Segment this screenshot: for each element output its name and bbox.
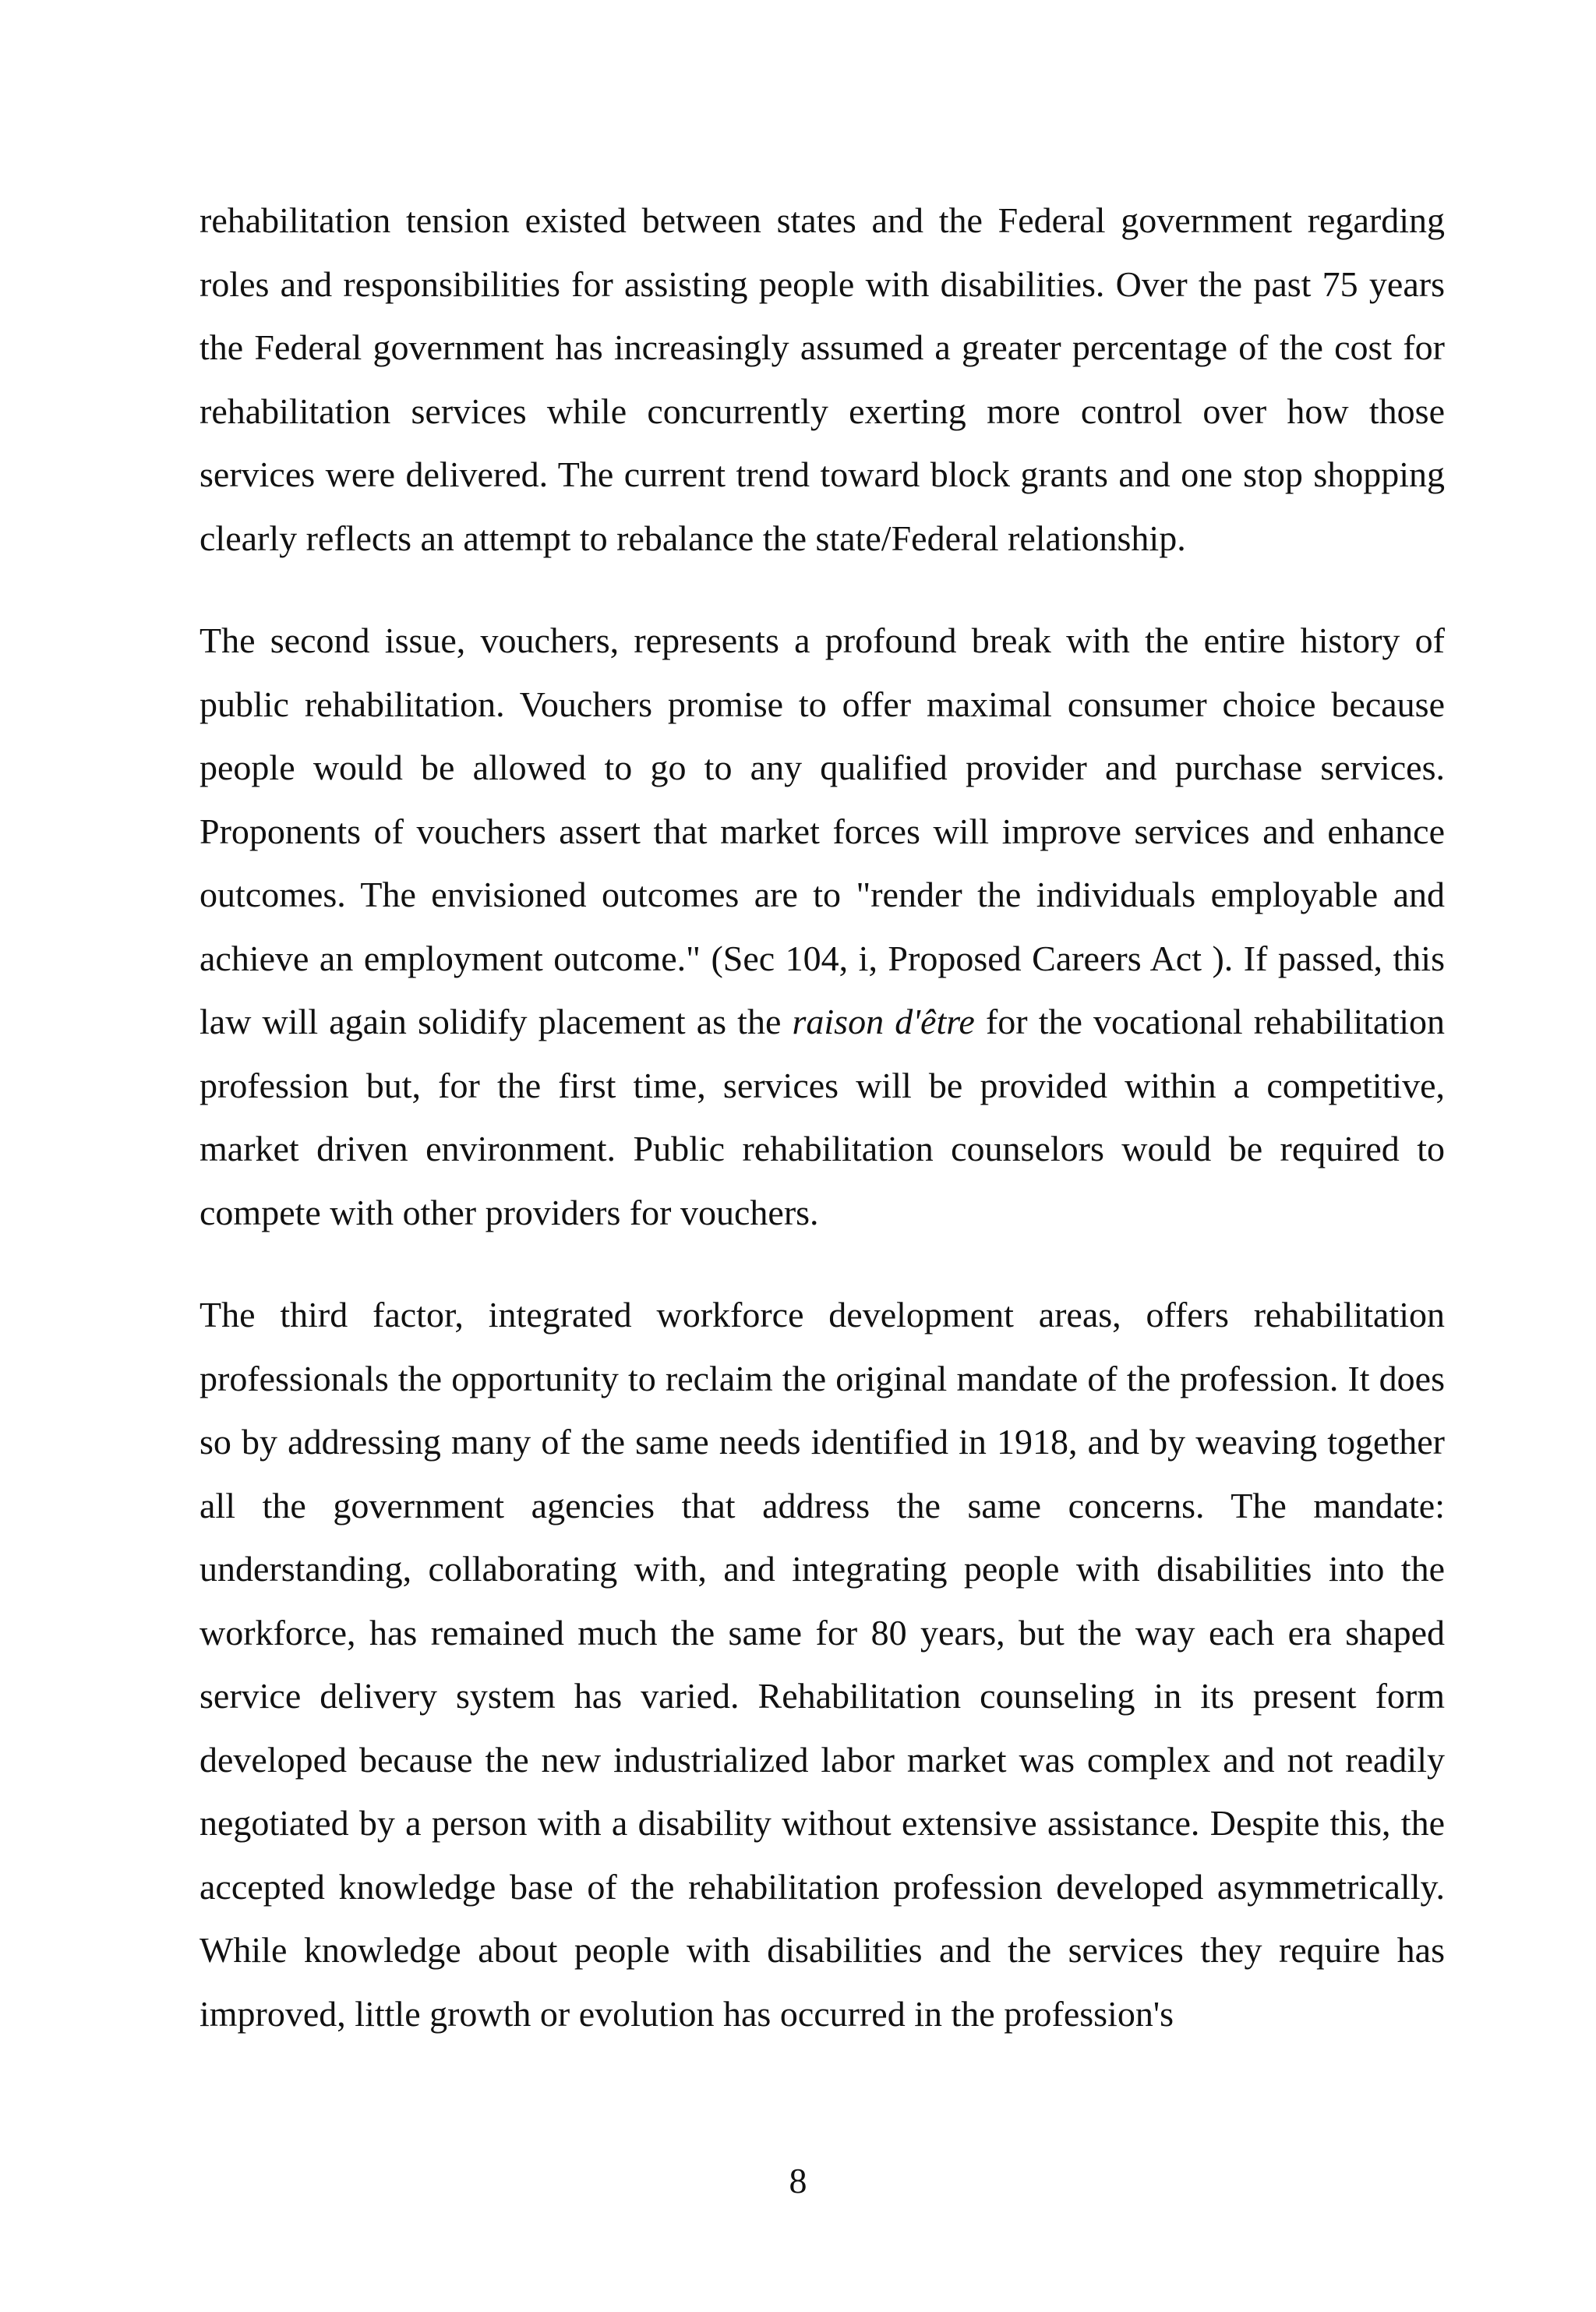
page-number: 8 bbox=[789, 2161, 807, 2201]
paragraph-1-text: rehabilitation tension existed between states and the Federal government regarding roles and responsibilities for assisting people with disabilities. Over the past 75 years the Federal government has increasingly assumed a greater percentage of the cost for rehabilitation services while concurrently exerting more control over how those services were delivered. The current trend toward block grants and one stop shopping clearly reflects an attempt to rebalance the state/Federal relationship. bbox=[200, 200, 1445, 558]
paragraph-3 bbox=[200, 1283, 1445, 2045]
paragraph-2 bbox=[200, 609, 1445, 1244]
body-text bbox=[200, 189, 1445, 2045]
paragraph-2-text-before: The second issue, vouchers, represents a profound break with the entire history of public rehabilitation. Vouchers promise to offer maximal consumer choice because people would be allowed to go to any qualified provider and purchase services. Proponents of vouchers assert that market forces will improve services and enhance outcomes. The envisioned outcomes are to "render the individuals employable and achieve an employment outcome." (Sec 104, i, Proposed Careers Act ). If passed, this law will again solidify placement as the bbox=[200, 620, 1445, 1041]
paragraph-1 bbox=[200, 189, 1445, 570]
paragraph-2-text-after: for the vocational rehabilitation profession but, for the first time, services will be provided within a competitive, market driven environment. Public rehabilitation counselors would be required to compete with other providers for vouchers. bbox=[200, 1002, 1445, 1232]
italic-phrase: raison d'être bbox=[792, 1002, 975, 1041]
paragraph-3-text: The third factor, integrated workforce development areas, offers rehabilitation professionals the opportunity to reclaim the original mandate of the profession. It does so by addressing many of the same needs identified in 1918, and by weaving together all the government agencies that address the same concerns. The mandate: understanding, collaborating with, and integrating people with disabilities into the workforce, has remained much the same for 80 years, but the way each era shaped service delivery system has varied. Rehabilitation counseling in its present form developed because the new industrialized labor market was complex and not readily negotiated by a person with a disability without extensive assistance. Despite this, the accepted knowledge base of the rehabilitation profession developed asymmetrically. While knowledge about people with disabilities and the services they require has improved, little growth or evolution has occurred in the profession's bbox=[200, 1295, 1445, 2034]
